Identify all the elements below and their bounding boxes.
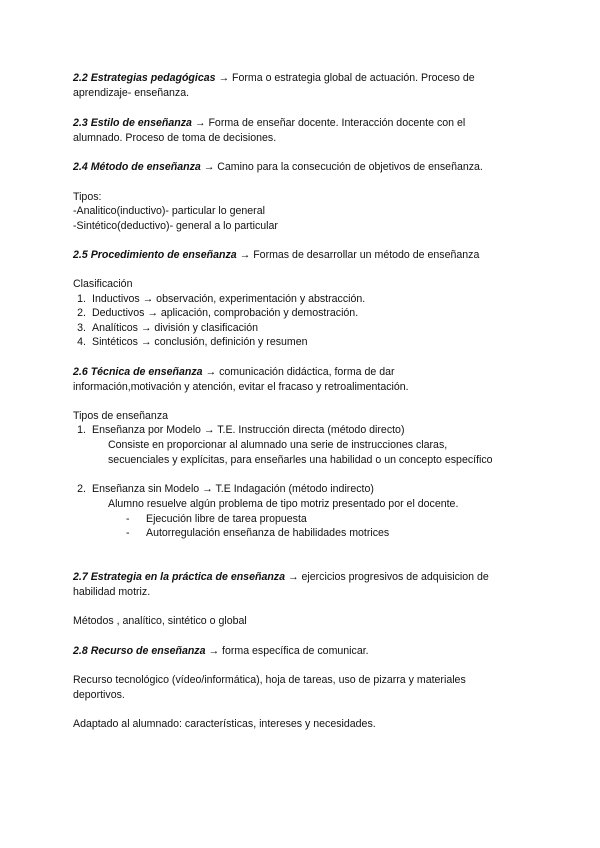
section-number: 2.5: [73, 249, 88, 261]
list-text: Enseñanza por Modelo → T.E. Instrucción directa (método directo): [92, 424, 405, 436]
bullet-marker: -: [126, 513, 130, 525]
list-item: [70, 321, 258, 335]
bullet-text: Ejecución libre de tarea propuesta: [146, 513, 307, 525]
list-text: Deductivos → aplicación, comprobación y demostración.: [92, 307, 359, 319]
bullet-marker: -: [126, 527, 130, 539]
type-item: -Sintético(deductivo)- general a lo particular: [73, 220, 278, 232]
section-number: 2.8: [73, 645, 88, 657]
section-2-7-description-cont: habilidad motriz.: [73, 586, 151, 598]
list-item-detail: Consiste en proporcionar al alumnado una serie de instrucciones claras,: [108, 439, 448, 451]
section-description: comunicación didáctica, forma de dar: [219, 366, 395, 378]
teaching-types-label: Tipos de enseñanza: [73, 410, 169, 422]
list-item: [70, 423, 404, 437]
methods-text: Métodos , analítico, sintético o global: [73, 615, 247, 627]
section-2-7-heading: [73, 570, 489, 584]
section-number: 2.4: [73, 161, 88, 173]
types-label: Tipos:: [73, 191, 102, 203]
section-title: Procedimiento de enseñanza: [90, 249, 237, 261]
resources-paragraph-cont: deportivos.: [73, 689, 125, 701]
sub-bullet: [126, 512, 307, 526]
list-number: 1.: [77, 293, 86, 305]
section-title: Estrategia en la práctica de enseñanza: [90, 571, 285, 583]
classification-label: Clasificación: [73, 278, 133, 290]
section-title: Estrategias pedagógicas: [90, 72, 216, 84]
arrow: →: [287, 571, 299, 583]
list-item: [70, 292, 365, 306]
arrow: →: [218, 72, 230, 84]
section-number: 2.7: [73, 571, 88, 583]
list-number: 2.: [77, 483, 86, 495]
sub-bullet: [126, 526, 389, 540]
section-description: ejercicios progresivos de adquisicion de: [301, 571, 489, 583]
section-2-5-heading: [73, 248, 479, 262]
section-2-3-heading: [73, 116, 465, 130]
section-description: Forma o estrategia global de actuación. Proceso de: [232, 72, 475, 84]
list-item-detail: Alumno resuelve algún problema de tipo motriz presentado por el docente.: [108, 498, 459, 510]
list-item: [70, 335, 308, 349]
list-text: Analíticos → división y clasificación: [92, 322, 259, 334]
list-item-detail: secuenciales y explícitas, para enseñarles una habilidad o un concepto específico: [108, 454, 493, 466]
section-description: Camino para la consecución de objetivos de enseñanza.: [217, 161, 483, 173]
section-2-6-description-cont: información,motivación y atención, evitar el fracaso y retroalimentación.: [73, 381, 409, 393]
arrow: →: [205, 366, 217, 378]
section-2-4-heading: [73, 160, 483, 174]
section-description: forma específica de comunicar.: [222, 645, 369, 657]
section-title: Método de enseñanza: [90, 161, 201, 173]
arrow: →: [194, 117, 206, 129]
section-description: Forma de enseñar docente. Interacción docente con el: [208, 117, 466, 129]
arrow: →: [203, 161, 215, 173]
section-title: Estilo de enseñanza: [90, 117, 192, 129]
bullet-text: Autorregulación enseñanza de habilidades motrices: [146, 527, 390, 539]
list-number: 2.: [77, 307, 86, 319]
section-2-6-heading: [73, 365, 395, 379]
section-number: 2.6: [73, 366, 88, 378]
arrow: →: [239, 249, 251, 261]
section-number: 2.2: [73, 72, 88, 84]
type-item: -Analitico(inductivo)- particular lo general: [73, 205, 265, 217]
section-description: Formas de desarrollar un método de enseñanza: [253, 249, 480, 261]
adapted-paragraph: Adaptado al alumnado: características, intereses y necesidades.: [73, 718, 376, 730]
list-item: [70, 482, 374, 496]
section-title: Recurso de enseñanza: [90, 645, 206, 657]
list-number: 3.: [77, 322, 86, 334]
section-2-2-heading: [73, 71, 475, 85]
list-text: Enseñanza sin Modelo → T.E Indagación (método indirecto): [92, 483, 374, 495]
list-item: [70, 306, 358, 320]
section-2-2-description-cont: aprendizaje- enseñanza.: [73, 87, 190, 99]
section-2-3-description-cont: alumnado. Proceso de toma de decisiones.: [73, 132, 277, 144]
section-2-8-heading: [73, 644, 369, 658]
resources-paragraph: Recurso tecnológico (vídeo/informática), hoja de tareas, uso de pizarra y materiales: [73, 674, 466, 686]
list-number: 1.: [77, 424, 86, 436]
list-text: Sintéticos → conclusión, definición y resumen: [92, 336, 308, 348]
list-text: Inductivos → observación, experimentación y abstracción.: [92, 293, 366, 305]
arrow: →: [208, 645, 220, 657]
list-number: 4.: [77, 336, 86, 348]
section-number: 2.3: [73, 117, 88, 129]
section-title: Técnica de enseñanza: [90, 366, 203, 378]
